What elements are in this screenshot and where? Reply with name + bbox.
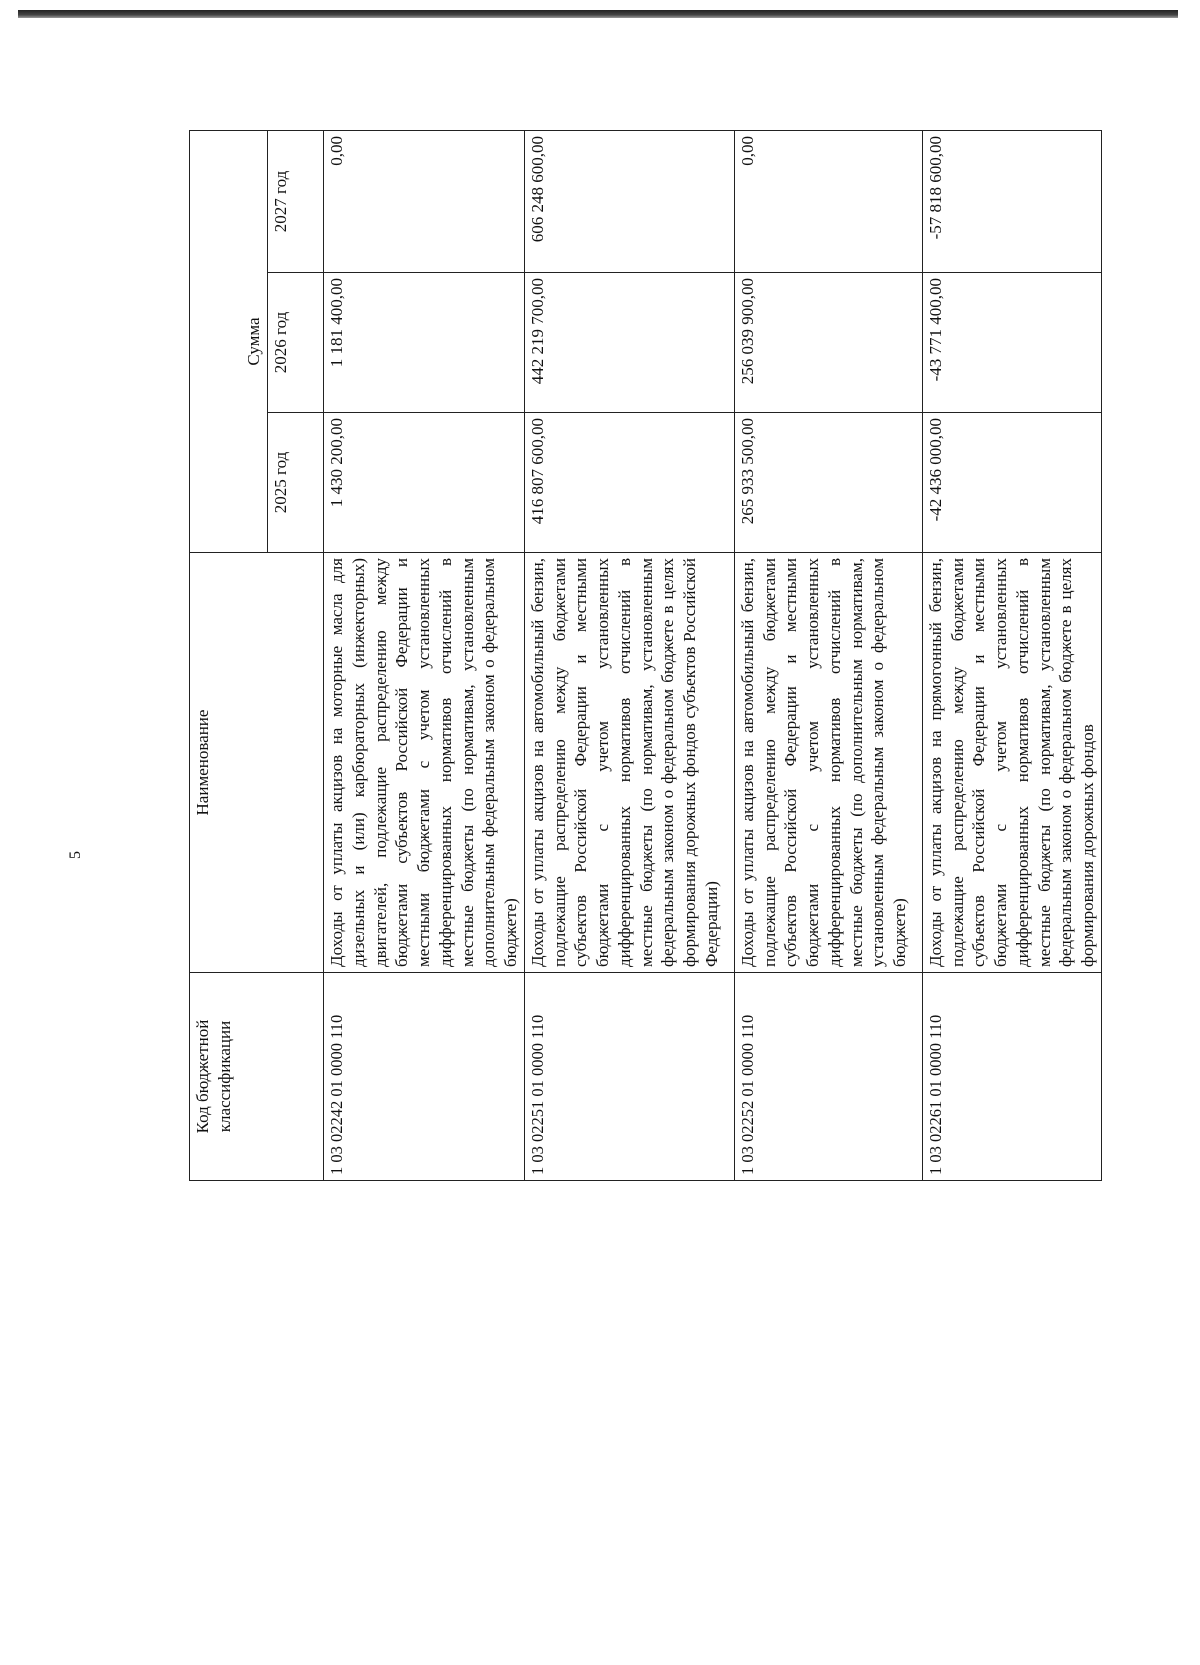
row-value-2026: 1 181 400,00 [324, 273, 525, 413]
header-code: Код бюджетной классификации [190, 973, 324, 1181]
header-year-2027: 2027 год [268, 130, 324, 272]
row-value-2027: 0,00 [734, 130, 922, 272]
row-value-2027: 0,00 [324, 130, 525, 272]
page-number: 5 [67, 851, 84, 859]
row-name: Доходы от уплаты акцизов на автомобильный бензин, подлежащие распределению между бюджетами субъектов Российской Федерации и местными бюджетами с учетом установленных дифференцированных нормативов отчислений в местные бюджеты (по нормативам, установленным федеральным законом о федеральном бюджете в целях формирования дорожных фондов субъектов Российской Федерации) [524, 553, 734, 973]
row-code: 1 03 02252 01 0000 110 [734, 973, 922, 1181]
row-name: Доходы от уплаты акцизов на прямогонный бензин, подлежащие распределению между бюджетами субъектов Российской Федерации и местными бюджетами с учетом установленных дифференцированных нормативов отчислений в местные бюджеты (по нормативам, установленным федеральным законом о федеральном бюджете в целях формирования дорожных фондов [922, 553, 1101, 973]
row-name: Доходы от уплаты акцизов на моторные масла для дизельных и (или) карбюраторных (инжекторных) двигателей, подлежащие распределению между бюджетами субъектов Российской Федерации и местными бюджетами с учетом установленных дифференцированных нормативов отчислений в местные бюджеты (по нормативам, установленным дополнительным федеральным законом о федеральном бюджете) [324, 553, 525, 973]
row-value-2027: 606 248 600,00 [524, 130, 734, 272]
row-code: 1 03 02261 01 0000 110 [922, 973, 1101, 1181]
row-value-2025: 265 933 500,00 [734, 413, 922, 553]
row-value-2025: -42 436 000,00 [922, 413, 1101, 553]
table-row [922, 130, 1101, 1180]
table-row [734, 130, 922, 1180]
row-value-2025: 416 807 600,00 [524, 413, 734, 553]
row-value-2026: 256 039 900,00 [734, 273, 922, 413]
header-sum: Сумма [190, 130, 268, 552]
row-value-2025: 1 430 200,00 [324, 413, 525, 553]
header-name: Наименование [190, 553, 324, 973]
row-name: Доходы от уплаты акцизов на автомобильный бензин, подлежащие распределению между бюджетами субъектов Российской Федерации и местными бюджетами с учетом установленных дифференцированных нормативов отчислений в местные бюджеты (по дополнительным нормативам, установленным федеральным законом о федеральном бюджете) [734, 553, 922, 973]
table-row [324, 130, 525, 1180]
header-year-2026: 2026 год [268, 273, 324, 413]
header-year-2025: 2025 год [268, 413, 324, 553]
budget-revenue-table [189, 130, 1102, 1181]
row-value-2026: -43 771 400,00 [922, 273, 1101, 413]
scan-edge-bar [18, 10, 1178, 18]
row-value-2026: 442 219 700,00 [524, 273, 734, 413]
row-code: 1 03 02242 01 0000 110 [324, 973, 525, 1181]
rotated-table-container [189, 131, 1097, 1181]
row-code: 1 03 02251 01 0000 110 [524, 973, 734, 1181]
table-row [524, 130, 734, 1180]
row-value-2027: -57 818 600,00 [922, 130, 1101, 272]
